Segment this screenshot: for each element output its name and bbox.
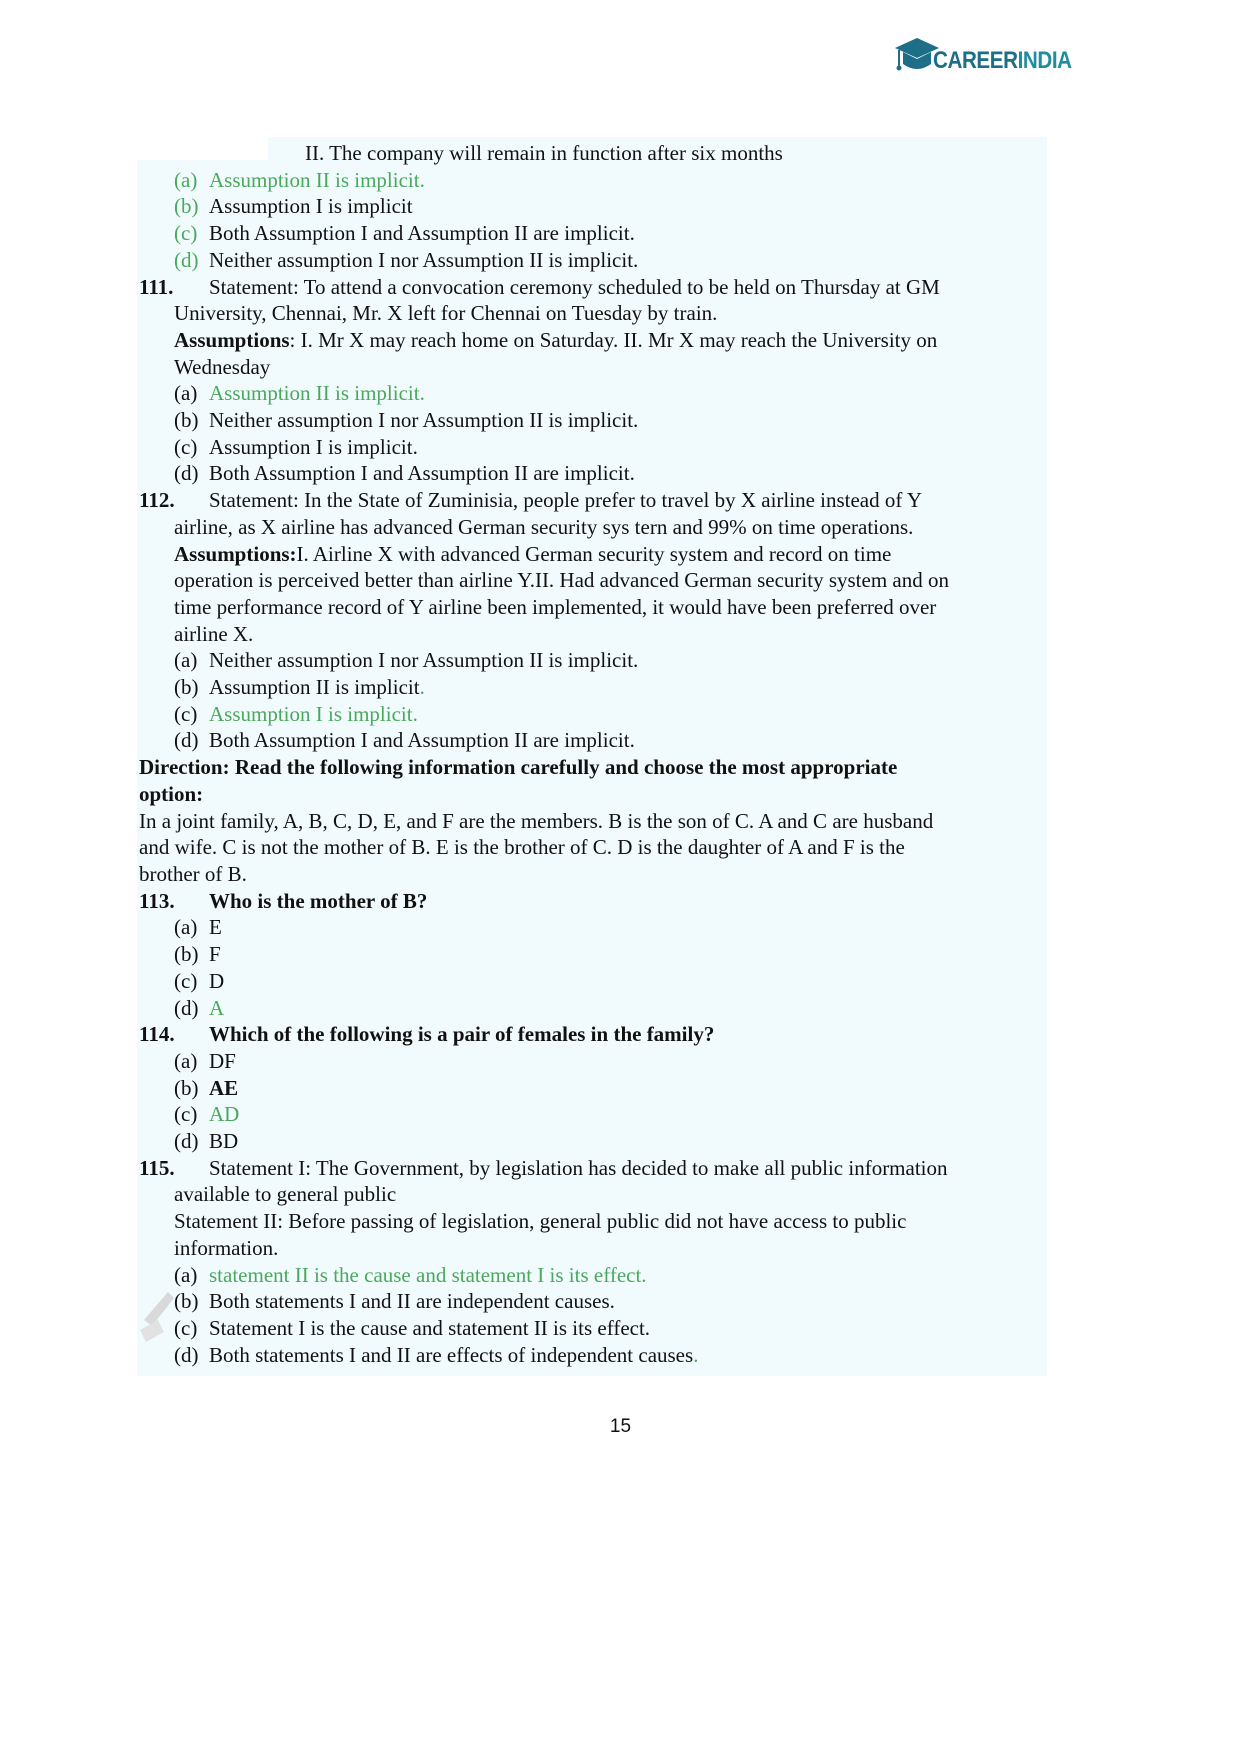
logo-wordmark: CAREERINDIA	[933, 47, 1072, 74]
correct-answer: AD	[209, 1102, 240, 1127]
option: (c) AD	[174, 1102, 240, 1127]
correct-answer: Assumption II is implicit.	[209, 381, 425, 406]
option: (b) F	[174, 942, 221, 967]
option: (c) D	[174, 968, 225, 993]
watermark-fragment	[138, 1290, 178, 1346]
correct-answer: statement II is the cause and statement I is its effect.	[209, 1262, 647, 1287]
option: (a) Neither assumption I nor Assumption II is implicit.	[174, 648, 639, 673]
option: (a) E	[174, 915, 222, 940]
option: (c) Assumption I is implicit.	[174, 434, 418, 459]
question-113: 113. Who is the mother of B?	[139, 888, 428, 913]
option: (d) Both statements I and II are effects of independent causes .	[174, 1342, 699, 1367]
option: (d) Both Assumption I and Assumption II are implicit.	[174, 461, 635, 486]
page-number: 15	[609, 1416, 632, 1437]
option: (b) Assumption II is implicit .	[174, 675, 425, 700]
option: (a) statement II is the cause and statement I is its effect.	[174, 1262, 647, 1287]
option: (d) Neither assumption I nor Assumption II is implicit.	[174, 247, 639, 272]
option: (d) A	[174, 995, 225, 1020]
option: (b) Assumption I is implicit	[174, 194, 413, 219]
option: (a) Assumption II is implicit.	[174, 381, 425, 406]
page-content: II. The company will remain in function after six months (a) Assumption II is implicit. (b) Assumption I is implicit (c) Both Assumption I and Assumption II are implicit. (d) Neither assumption I nor Assumption II is implicit. 111. Statement: To attend a convocation ceremony scheduled to be held on Thursday at GM University, Chennai, Mr. X left for Chennai on Tuesday by train. Assumptions: I. Mr X may reach home on Saturday. II. Mr X may reach the University on Wednesday (a) Assumption II is implicit. (b) Neither assumption I nor Assumption II is implicit. (c) Assumption I is implicit. (d) Both Assumption I and Assumption II are implicit. 112. Statement: In the State of Zuminisia, people prefer to travel by X airline instead of Y airline, as X airline has advanced German security sys tern and 99% on time operations. Assumptions:I. Airline X with advanced German security system and record on time operation is perceived better than airline Y.II. Had advanced German security system and on time performance record of Y airline been implemented, it would have been preferred over airline X. (a) Neither assumption I nor Assumption II is implicit. (b) Assumption II is implicit . (c) Assumption I is implicit. (d) Both Assumption I and Assumption II are implicit. Direction: Read the following information carefully and choose the most appropriate option: In a joint family, A, B, C, D, E, and F are the members. B is the son of C. A and C are husband and wife. C is not the mother of B. E is the brother of C. D is the daughter of A and F is the brother of B. 113. Who is the mother of B? (a) E (b) F (c) D (d) A 114. Which of the following is a pair of females in the family? (a) DF (b) AE (c) AD (d) BD 115. Statement I: The Government, by legislation has decided to make all public information available to general public Statement II: Before passing of legislation, general public did not have access to public information. (a) statement II is the cause and statement I is its effect. (b) Both statements I and II are independent causes. (c) Statement I is the cause and statement II is its effect. (d) Both statements I and II are effects of independent causes .	[139, 140, 1039, 1368]
option: (d) BD	[174, 1129, 239, 1154]
option: (c) Statement I is the cause and statement II is its effect.	[174, 1315, 651, 1340]
option: (c) Assumption I is implicit.	[174, 701, 418, 726]
option: (a) DF	[174, 1048, 236, 1073]
correct-answer: A	[209, 995, 225, 1020]
option: (b) AE	[174, 1075, 239, 1100]
option: (d) Both Assumption I and Assumption II are implicit.	[174, 728, 635, 753]
question-112: 112. Statement: In the State of Zuminisia, people prefer to travel by X airline instead of Y	[139, 488, 923, 513]
option: (a) Assumption II is implicit.	[174, 167, 425, 192]
correct-answer: Assumption II is implicit.	[209, 167, 425, 192]
question-111: 111. Statement: To attend a convocation ceremony scheduled to be held on Thursday at GM	[139, 274, 940, 299]
option: (c) Both Assumption I and Assumption II are implicit.	[174, 221, 635, 246]
direction-heading: Direction: Read the following information carefully and choose the most appropriate	[139, 755, 898, 780]
question-115: 115. Statement I: The Government, by legislation has decided to make all public information	[139, 1155, 948, 1180]
direction-passage: In a joint family, A, B, C, D, E, and F are the members. B is the son of C. A and C are husband	[139, 808, 934, 833]
correct-answer: Assumption I is implicit.	[209, 701, 418, 726]
option: (b) Neither assumption I nor Assumption II is implicit.	[174, 408, 639, 433]
careerindia-logo	[893, 34, 1083, 80]
question-114: 114. Which of the following is a pair of females in the family?	[139, 1022, 715, 1047]
assumption-ii-line: II. The company will remain in function after six months	[305, 141, 783, 165]
option: (b) Both statements I and II are independent causes.	[174, 1289, 615, 1314]
